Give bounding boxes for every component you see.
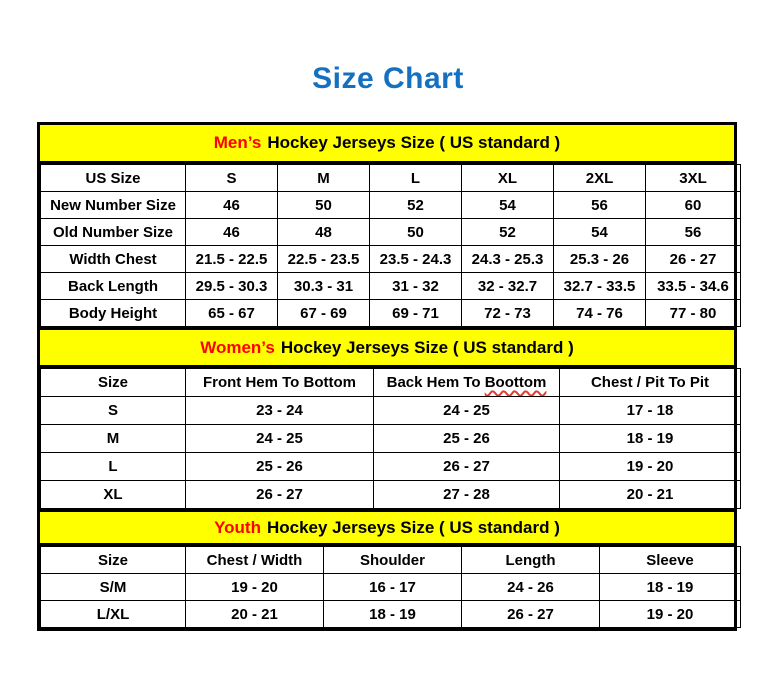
womens-size-cell: 23 - 24 (186, 397, 374, 425)
mens-size-cell: 22.5 - 23.5 (278, 246, 370, 273)
womens-column-header: Chest / Pit To Pit (560, 369, 741, 397)
mens-size-cell: 74 - 76 (554, 300, 646, 327)
youth-column-header: Sleeve (600, 547, 741, 574)
misspelled-word: Boottom (484, 374, 547, 391)
youth-size-cell: 18 - 19 (324, 601, 462, 628)
mens-size-cell: 50 (370, 219, 462, 246)
mens-size-cell: 24.3 - 25.3 (462, 246, 554, 273)
womens-row-label: L (41, 453, 186, 481)
womens-size-cell: 26 - 27 (374, 453, 560, 481)
mens-size-cell: 32 - 32.7 (462, 273, 554, 300)
mens-row-label: New Number Size (41, 192, 186, 219)
mens-size-cell: 50 (278, 192, 370, 219)
mens-column-header: S (186, 165, 278, 192)
womens-table-row (41, 453, 741, 481)
womens-size-cell: 27 - 28 (374, 481, 560, 509)
womens-size-cell: 24 - 25 (186, 425, 374, 453)
mens-size-cell: 65 - 67 (186, 300, 278, 327)
mens-size-cell: 33.5 - 34.6 (646, 273, 741, 300)
mens-size-cell: 48 (278, 219, 370, 246)
mens-size-cell: 54 (462, 192, 554, 219)
youth-table-row (41, 601, 741, 628)
mens-size-cell: 46 (186, 192, 278, 219)
womens-size-table (40, 368, 741, 509)
youth-size-cell: 19 - 20 (600, 601, 741, 628)
mens-column-header: 3XL (646, 165, 741, 192)
mens-table-row (41, 273, 741, 300)
womens-banner-text: Hockey Jerseys Size ( US standard ) (280, 337, 574, 357)
mens-column-header: US Size (41, 165, 186, 192)
youth-column-header: Chest / Width (186, 547, 324, 574)
youth-banner-highlight: Youth (214, 517, 261, 537)
mens-size-cell: 56 (646, 219, 741, 246)
mens-banner-text: Hockey Jerseys Size ( US standard ) (267, 133, 561, 152)
womens-table-row (41, 397, 741, 425)
youth-size-cell: 16 - 17 (324, 574, 462, 601)
mens-row-label: Old Number Size (41, 219, 186, 246)
womens-size-cell: 26 - 27 (186, 481, 374, 509)
womens-column-header: Back Hem To Boottom (374, 369, 560, 397)
youth-size-cell: 19 - 20 (186, 574, 324, 601)
womens-size-cell: 18 - 19 (560, 425, 741, 453)
womens-table-row (41, 425, 741, 453)
womens-row-label: XL (41, 481, 186, 509)
mens-size-cell: 52 (462, 219, 554, 246)
womens-size-cell: 25 - 26 (186, 453, 374, 481)
womens-column-header: Front Hem To Bottom (186, 369, 374, 397)
mens-row-label: Width Chest (41, 246, 186, 273)
mens-size-cell: 21.5 - 22.5 (186, 246, 278, 273)
mens-size-cell: 46 (186, 219, 278, 246)
womens-table-banner (40, 327, 734, 368)
youth-column-header: Length (462, 547, 600, 574)
mens-size-cell: 31 - 32 (370, 273, 462, 300)
mens-size-cell: 32.7 - 33.5 (554, 273, 646, 300)
mens-table-banner (40, 125, 734, 164)
youth-row-label: S/M (41, 574, 186, 601)
mens-table-row (41, 300, 741, 327)
page-title: Size Chart (312, 62, 464, 95)
mens-size-cell: 77 - 80 (646, 300, 741, 327)
youth-row-label: L/XL (41, 601, 186, 628)
size-chart (37, 122, 737, 631)
womens-size-cell: 24 - 25 (374, 397, 560, 425)
mens-size-cell: 72 - 73 (462, 300, 554, 327)
youth-table-banner (40, 509, 734, 546)
mens-table-row (41, 219, 741, 246)
womens-table-row (41, 481, 741, 509)
mens-size-cell: 60 (646, 192, 741, 219)
womens-size-cell: 20 - 21 (560, 481, 741, 509)
youth-size-cell: 26 - 27 (462, 601, 600, 628)
mens-size-cell: 30.3 - 31 (278, 273, 370, 300)
womens-row-label: M (41, 425, 186, 453)
mens-size-cell: 29.5 - 30.3 (186, 273, 278, 300)
mens-row-label: Body Height (41, 300, 186, 327)
womens-column-header: Size (41, 369, 186, 397)
womens-size-cell: 25 - 26 (374, 425, 560, 453)
mens-row-label: Back Length (41, 273, 186, 300)
youth-column-header: Size (41, 547, 186, 574)
womens-banner-highlight: Women’s (200, 337, 275, 357)
mens-size-cell: 23.5 - 24.3 (370, 246, 462, 273)
mens-size-table (40, 164, 741, 327)
mens-column-header: XL (462, 165, 554, 192)
youth-table-row (41, 574, 741, 601)
womens-header-row (41, 369, 741, 397)
womens-size-cell: 17 - 18 (560, 397, 741, 425)
mens-size-cell: 25.3 - 26 (554, 246, 646, 273)
womens-row-label: S (41, 397, 186, 425)
mens-table-row (41, 246, 741, 273)
youth-banner-text: Hockey Jerseys Size ( US standard ) (266, 517, 560, 537)
mens-size-cell: 56 (554, 192, 646, 219)
mens-size-cell: 67 - 69 (278, 300, 370, 327)
youth-size-table (40, 546, 741, 628)
mens-column-header: 2XL (554, 165, 646, 192)
youth-size-cell: 20 - 21 (186, 601, 324, 628)
mens-size-cell: 26 - 27 (646, 246, 741, 273)
mens-table-row (41, 192, 741, 219)
youth-size-cell: 18 - 19 (600, 574, 741, 601)
youth-size-cell: 24 - 26 (462, 574, 600, 601)
mens-banner-highlight: Men’s (213, 133, 262, 152)
mens-column-header: M (278, 165, 370, 192)
mens-size-cell: 69 - 71 (370, 300, 462, 327)
womens-size-cell: 19 - 20 (560, 453, 741, 481)
youth-header-row (41, 547, 741, 574)
youth-column-header: Shoulder (324, 547, 462, 574)
mens-size-cell: 54 (554, 219, 646, 246)
mens-size-cell: 52 (370, 192, 462, 219)
mens-header-row (41, 165, 741, 192)
mens-column-header: L (370, 165, 462, 192)
